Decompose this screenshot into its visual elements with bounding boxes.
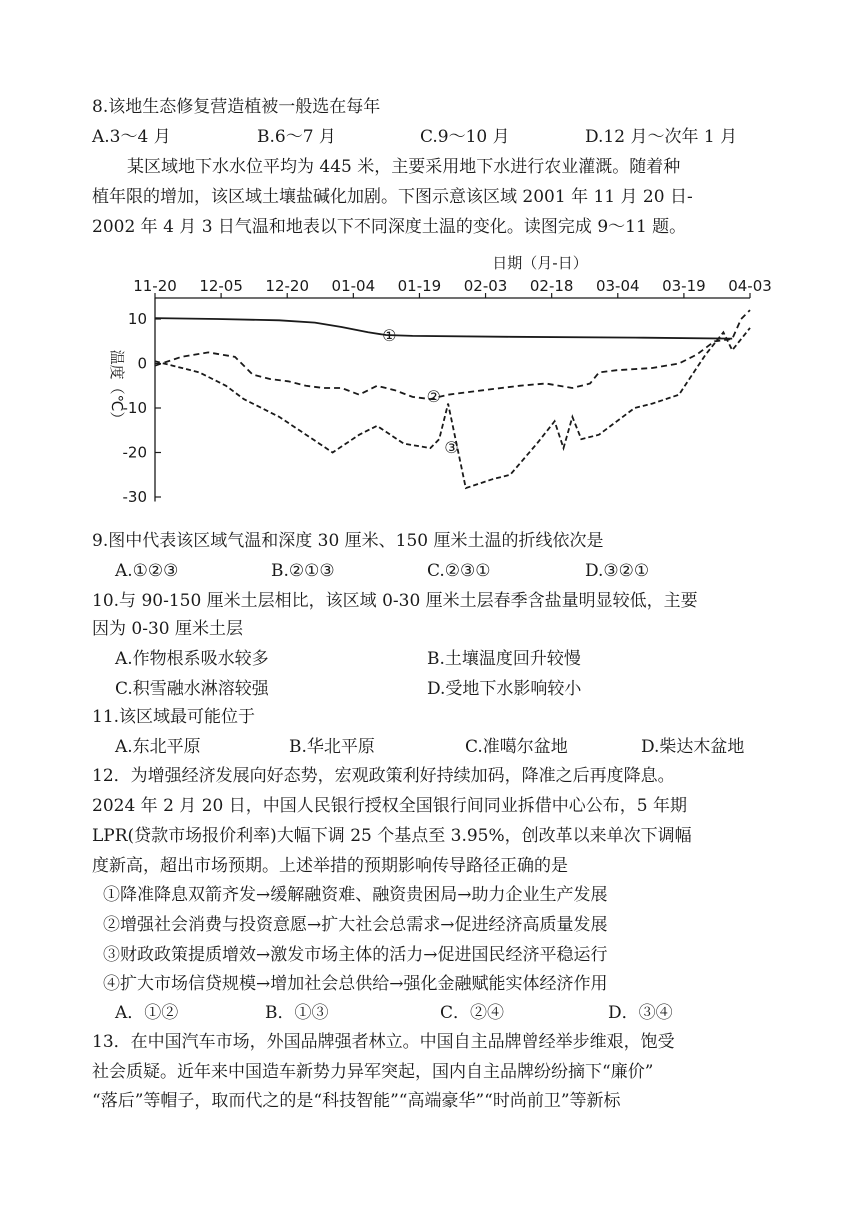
series-line-1 [155,318,732,339]
q10-stem-line-1: 10.与 90-150 厘米土层相比，该区域 0-30 厘米土层春季含盐量明显较低，主要 [92,591,698,611]
x-tick-label: 04-03 [728,277,772,295]
q12-option-a: A．①② [115,1003,179,1023]
y-axis [123,298,162,506]
x-tick-label: 12-05 [199,277,243,295]
series-line-2 [155,310,750,399]
y-tick-label: 10 [127,310,147,328]
q8-option-b: B.6～7 月 [257,127,336,147]
q13-stem-line-2: 社会质疑。近年来中国造车新势力异军突起，国内自主品牌纷纷摘下“廉价” [92,1062,654,1082]
q11-stem: 11.该区域最可能位于 [92,707,256,727]
q12-option-d: D．③④ [608,1003,673,1023]
y-tick-label: -10 [122,399,147,417]
chart-title: 日期（月-日） [492,254,588,272]
passage-line-2: 植年限的增加，该区域土壤盐碱化加剧。下图示意该区域 2001 年 11 月 20 日- [92,187,693,207]
q12-item-2: ②增强社会消费与投资意愿→扩大社会总需求→促进经济高质量发展 [103,915,608,935]
q10-stem-line-2: 因为 0-30 厘米土层 [92,619,243,639]
q10-option-c: C.积雪融水淋溶较强 [115,679,269,699]
y-tick-label: 0 [137,354,147,373]
x-tick-label: 02-18 [529,277,574,295]
x-tick-label: 03-04 [595,277,640,295]
q12-item-1: ①降准降息双箭齐发→缓解融资难、融资贵困局→助力企业生产发展 [103,885,608,905]
q8-option-c: C.9～10 月 [420,127,510,147]
q12-stem-line-1: 12．为增强经济发展向好态势，宏观政策利好持续加码，降准之后再度降息。 [92,766,675,786]
x-tick-label: 03-19 [662,277,706,295]
x-tick-label: 02-03 [463,277,508,295]
q10-option-d: D.受地下水影响较小 [427,679,582,699]
y-tick-label: -30 [122,488,147,506]
passage-line-3: 2002 年 4 月 3 日气温和地表以下不同深度土温的变化。读图完成 9～11 题。 [92,217,687,237]
q11-option-b: B.华北平原 [289,737,375,757]
x-tick-label: 01-04 [331,277,376,295]
x-tick-label: 11-20 [133,277,177,295]
series-label-2: ② [426,386,441,406]
series-label-3: ③ [444,438,459,458]
series-label-1: ① [382,325,397,345]
y-tick-label: -20 [122,443,147,462]
x-tick-label: 12-20 [265,277,310,295]
q11-option-d: D.柴达木盆地 [641,737,745,757]
q12-option-b: B．①③ [265,1003,329,1023]
q11-option-c: C.准噶尔盆地 [465,737,568,757]
x-tick-label: 01-19 [397,277,442,295]
x-axis [133,277,772,298]
q12-stem-line-3: LPR(贷款市场报价利率)大幅下调 25 个基点至 3.95%，创改革以来单次下调幅 [92,826,692,846]
q9-option-d: D.③②① [585,561,650,581]
q8-option-d: D.12 月～次年 1 月 [585,127,738,147]
q8-stem: 8.该地生态修复营造植被一般选在每年 [92,97,381,117]
q11-option-a: A.东北平原 [115,737,201,757]
q10-option-a: A.作物根系吸水较多 [115,649,269,669]
q13-stem-line-1: 13．在中国汽车市场，外国品牌强者林立。中国自主品牌曾经举步维艰，饱受 [92,1032,675,1052]
q10-option-b: B.土壤温度回升较慢 [427,649,581,669]
q12-item-3: ③财政政策提质增效→激发市场主体的活力→促进国民经济平稳运行 [103,945,608,965]
q8-option-a: A.3～4 月 [92,127,171,147]
series-group [155,310,750,488]
q9-stem: 9.图中代表该区域气温和深度 30 厘米、150 厘米土温的折线依次是 [92,531,604,551]
q12-stem-line-2: 2024 年 2 月 20 日，中国人民银行授权全国银行间同业拆借中心公布，5 年期 [92,796,687,816]
q12-stem-line-4: 度新高，超出市场预期。上述举措的预期影响传导路径正确的是 [92,856,568,876]
q9-option-c: C.②③① [427,561,491,581]
q13-stem-line-3: “落后”等帽子，取而代之的是“科技智能”“高端豪华”“时尚前卫”等新标 [92,1091,621,1111]
passage-line-1: 某区域地下水水位平均为 445 米，主要采用地下水进行农业灌溉。随着种 [127,157,681,177]
y-axis-label: 温度（℃） [108,349,126,427]
soil-temperature-chart [95,248,785,518]
q12-option-c: C．②④ [440,1003,505,1023]
q12-item-4: ④扩大市场信贷规模→增加社会总供给→强化金融赋能实体经济作用 [103,974,608,994]
q9-option-a: A.①②③ [115,561,179,581]
q9-option-b: B.②①③ [271,561,335,581]
series-line-3 [155,325,750,488]
